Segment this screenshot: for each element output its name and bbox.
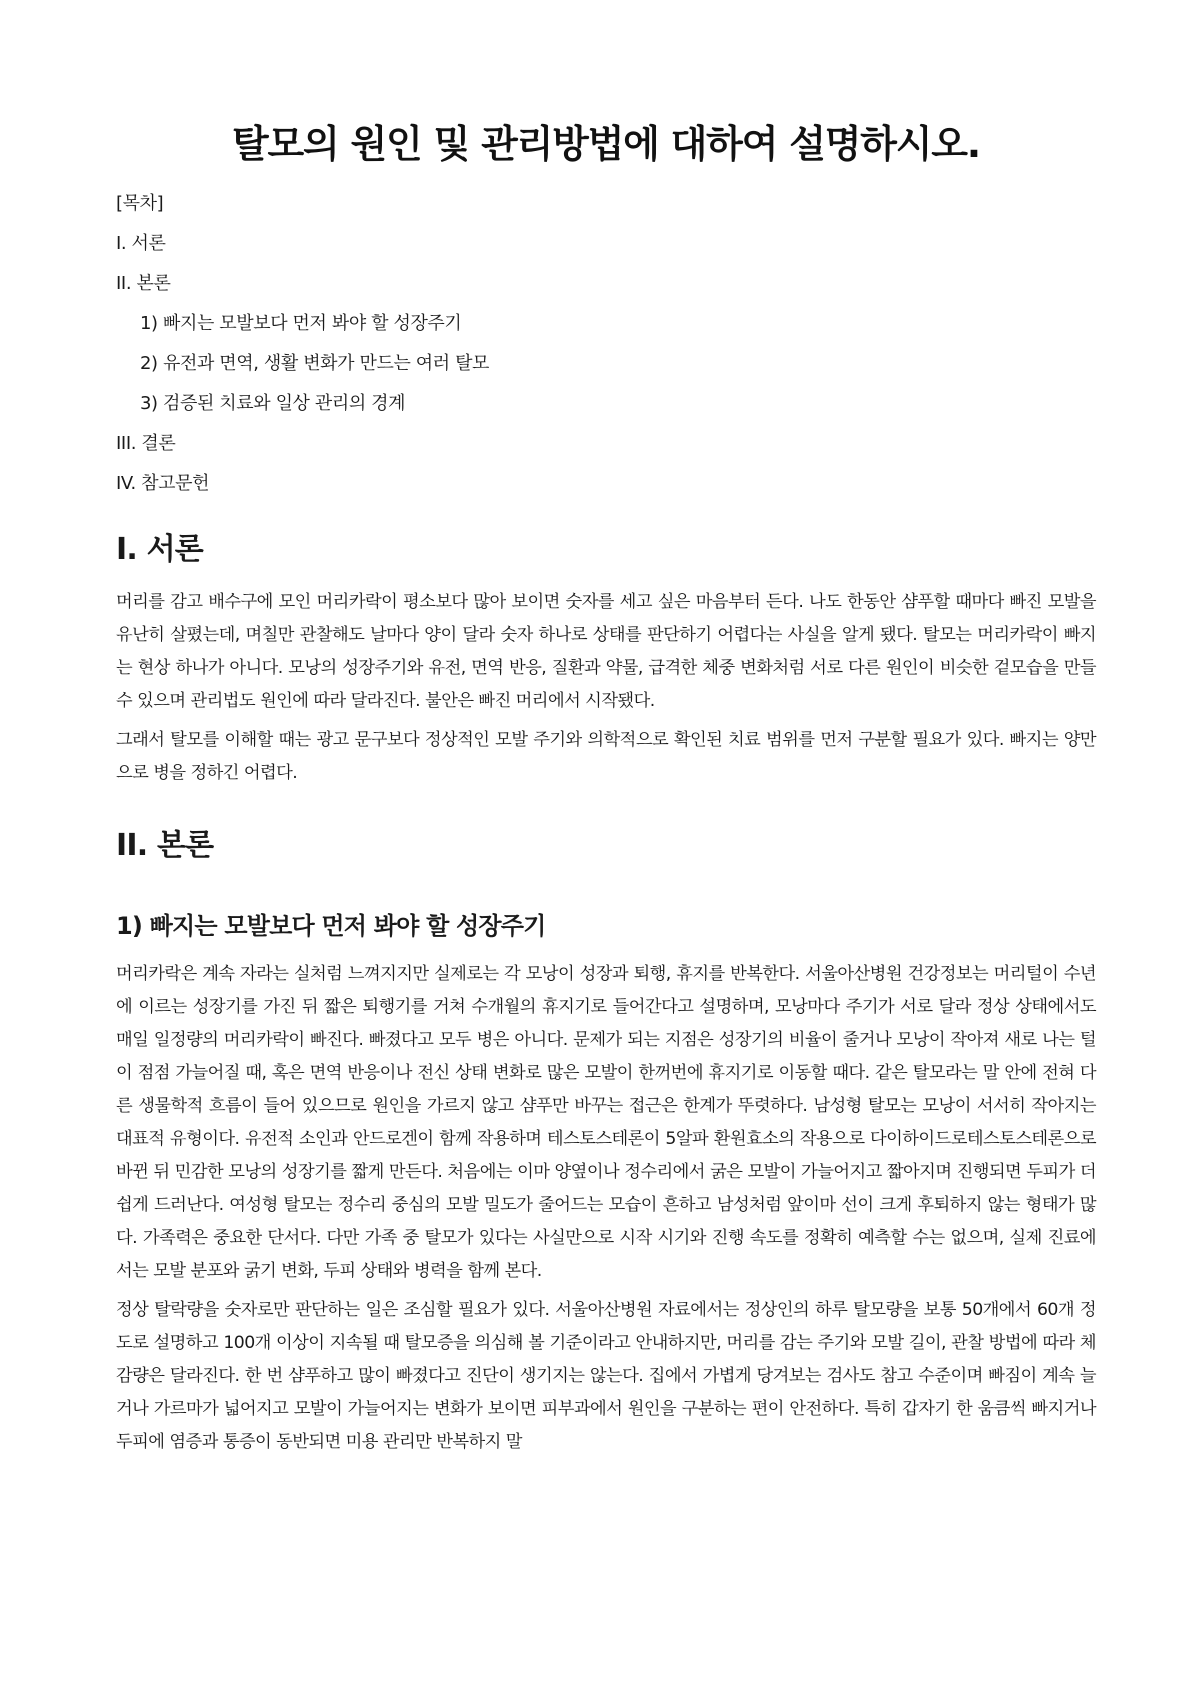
introduction-paragraph: 그래서 탈모를 이해할 때는 광고 문구보다 정상적인 모발 주기와 의학적으로 확인된 치료 범위를 먼저 구분할 필요가 있다. 빠지는 양만으로 병을 정하긴 어렵다. [116, 730, 1096, 783]
subsection-heading-growth-cycle: 1) 빠지는 모발보다 먼저 봐야 할 성장주기 [116, 912, 546, 940]
toc-item-references: IV. 참고문헌 [116, 473, 210, 494]
toc-item-introduction: I. 서론 [116, 233, 166, 254]
toc-item-body-3: 3) 검증된 치료와 일상 관리의 경계 [140, 393, 406, 414]
table-of-contents [116, 192, 1096, 496]
document-title: 탈모의 원인 및 관리방법에 대하여 설명하시오. [231, 122, 981, 166]
body-paragraph: 정상 탈락량을 숫자로만 판단하는 일은 조심할 필요가 있다. 서울아산병원 자료에서는 정상인의 하루 탈모량을 보통 50개에서 60개 정도로 설명하고 100개 이상이 지속될 때 탈모증을 의심해 볼 기준이라고 안내하지만, 머리를 감는 주기와 모발 길이, 관찰 방법에 따라 체감량은 달라진다. 한 번 샴푸하고 많이 빠졌다고 진단이 생기지는 않는다. 집에서 가볍게 당겨보는 검사도 참고 수준이며 빠짐이 계속 늘거나 가르마가 넓어지고 모발이 가늘어지는 변화가 보이면 피부과에서 원인을 구분하는 편이 안전하다. 특히 갑자기 한 움큼씩 빠지거나 두피에 염증과 통증이 동반되면 미용 관리만 반복하지 말 [116, 1300, 1096, 1452]
document-page [116, 0, 1096, 1459]
section-heading-introduction: I. 서론 [116, 532, 203, 567]
body-paragraph: 머리카락은 계속 자라는 실처럼 느껴지지만 실제로는 각 모낭이 성장과 퇴행, 휴지를 반복한다. 서울아산병원 건강정보는 머리털이 수년에 이르는 성장기를 가진 뒤 짧은 퇴행기를 거쳐 수개월의 휴지기로 들어간다고 설명하며, 모낭마다 주기가 서로 달라 정상 상태에서도 매일 일정량의 머리카락이 빠진다. 빠졌다고 모두 병은 아니다. 문제가 되는 지점은 성장기의 비율이 줄거나 모낭이 작아져 새로 나는 털이 점점 가늘어질 때, 혹은 면역 반응이나 전신 상태 변화로 많은 모발이 한꺼번에 휴지기로 이동할 때다. 같은 탈모라는 말 안에 전혀 다른 생물학적 흐름이 들어 있으므로 원인을 가르지 않고 샴푸만 바꾸는 접근은 한계가 뚜렷하다. 남성형 탈모는 모낭이 서서히 작아지는 대표적 유형이다. 유전적 소인과 안드로겐이 함께 작용하며 테스토스테론이 5알파 환원효소의 작용으로 다이하이드로테스토스테론으로 바뀐 뒤 민감한 모낭의 성장기를 짧게 만든다. 처음에는 이마 양옆이나 정수리에서 굵은 모발이 가늘어지고 짧아지며 진행되면 두피가 더 쉽게 드러난다. 여성형 탈모는 정수리 중심의 모발 밀도가 줄어드는 모습이 흔하고 남성처럼 앞이마 선이 크게 후퇴하지 않는 형태가 많다. 가족력은 중요한 단서다. 다만 가족 중 탈모가 있다는 사실만으로 시작 시기와 진행 속도를 정확히 예측할 수는 없으며, 실제 진료에서는 모발 분포와 굵기 변화, 두피 상태와 병력을 함께 본다. [116, 964, 1096, 1281]
toc-item-body: II. 본론 [116, 273, 171, 294]
toc-item-body-2: 2) 유전과 면역, 생활 변화가 만드는 여러 탈모 [140, 353, 490, 374]
section-heading-body: II. 본론 [116, 828, 214, 863]
toc-heading: [목차] [116, 193, 164, 214]
introduction-paragraph: 머리를 감고 배수구에 모인 머리카락이 평소보다 많아 보이면 숫자를 세고 싶은 마음부터 든다. 나도 한동안 샴푸할 때마다 빠진 모발을 유난히 살폈는데, 며칠만 관찰해도 날마다 양이 달라 숫자 하나로 상태를 판단하기 어렵다는 사실을 알게 됐다. 탈모는 머리카락이 빠지는 현상 하나가 아니다. 모낭의 성장주기와 유전, 면역 반응, 질환과 약물, 급격한 체중 변화처럼 서로 다른 원인이 비슷한 겉모습을 만들 수 있으며 관리법도 원인에 따라 달라진다. 불안은 빠진 머리에서 시작됐다. [116, 592, 1096, 711]
toc-item-body-1: 1) 빠지는 모발보다 먼저 봐야 할 성장주기 [140, 313, 462, 334]
toc-item-conclusion: III. 결론 [116, 433, 176, 454]
